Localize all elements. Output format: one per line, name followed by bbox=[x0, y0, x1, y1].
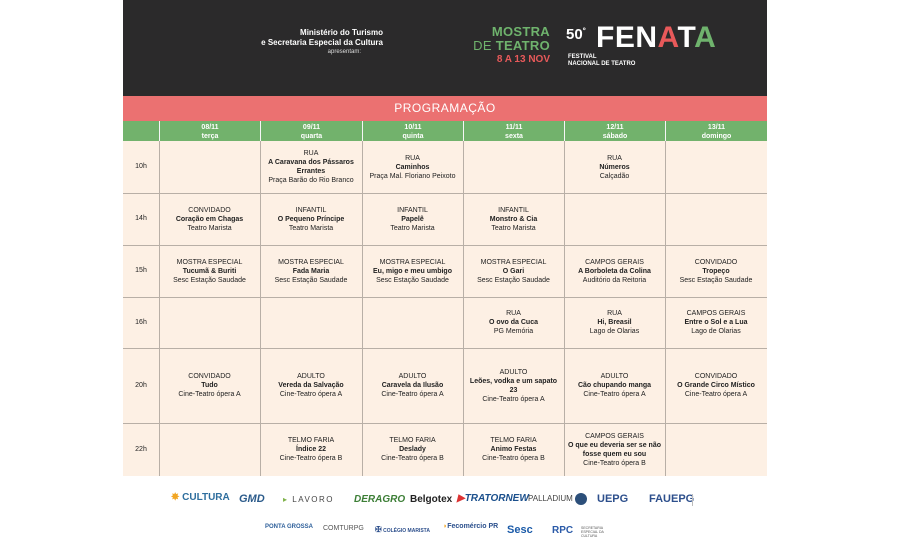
fenata-logo bbox=[566, 21, 756, 70]
presenter-block bbox=[123, 28, 383, 56]
schedule-event bbox=[365, 245, 460, 297]
schedule-event bbox=[567, 141, 662, 193]
event-venue: Sesc Estação Saudade bbox=[679, 276, 753, 284]
colegio-marista-logo: ✠ COLÉGIO MARISTA bbox=[375, 525, 430, 534]
event-category: MOSTRA ESPECIAL bbox=[480, 258, 547, 266]
event-category: CONVIDADO bbox=[188, 206, 231, 214]
event-venue: Cine-Teatro ópera A bbox=[381, 391, 444, 398]
rpc-logo: RPC bbox=[552, 525, 574, 536]
event-category: CAMPOS GERAIS bbox=[585, 432, 644, 440]
event-category: MOSTRA ESPECIAL bbox=[176, 258, 243, 266]
day-header bbox=[159, 121, 260, 141]
event-venue: Cine-Teatro ópera A bbox=[178, 391, 241, 398]
schedule-grid bbox=[123, 141, 767, 476]
event-category: ADULTO bbox=[297, 373, 325, 380]
event-venue: Sesc Estação Saudade bbox=[274, 276, 348, 284]
edition-ordinal: º bbox=[582, 26, 586, 35]
event-title: Caminhos bbox=[395, 163, 430, 171]
event-category: ADULTO bbox=[600, 373, 629, 380]
event-category: INFANTIL bbox=[295, 206, 327, 214]
schedule-event bbox=[567, 423, 662, 476]
event-title: Índice 22 bbox=[296, 446, 326, 453]
uepg-logo: UEPG bbox=[597, 493, 629, 505]
event-title: Tucumã & Buriti bbox=[182, 267, 237, 275]
event-title: Eu, migo e meu umbigo bbox=[373, 267, 452, 275]
event-title: Cão chupando manga bbox=[577, 382, 652, 389]
event-venue: Teatro Marista bbox=[187, 224, 232, 232]
logo-t: T bbox=[677, 21, 695, 54]
schedule-event bbox=[263, 348, 359, 423]
mostra-dates: 8 A 13 NOV bbox=[496, 54, 550, 65]
event-title: O que eu deveria ser se não fosse quem eu sou bbox=[568, 441, 661, 458]
logo-a1: A bbox=[657, 21, 678, 54]
schedule-event bbox=[365, 423, 460, 476]
event-title: Coração em Chagas bbox=[175, 215, 244, 223]
mostra-word: MOSTRA bbox=[491, 24, 550, 39]
event-category: CAMPOS GERAIS bbox=[686, 310, 746, 317]
day-header bbox=[362, 121, 463, 141]
schedule-event bbox=[162, 193, 257, 245]
secretaria-cultura-logo: SECRETARIA ESPECIAL DA CULTURA bbox=[581, 526, 604, 538]
event-category: RUA bbox=[405, 154, 420, 162]
programacao-title: PROGRAMAÇÃO bbox=[123, 96, 767, 121]
event-title: O ovo da Cuca bbox=[488, 319, 538, 326]
sesc-logo: Sesc bbox=[507, 524, 533, 536]
day-header bbox=[665, 121, 767, 141]
event-category: CONVIDADO bbox=[188, 373, 231, 380]
event-venue: Cine-Teatro ópera B bbox=[279, 455, 343, 462]
event-venue: Cine-Teatro ópera A bbox=[279, 391, 343, 398]
day-date: 10/11 bbox=[404, 124, 422, 131]
schedule-event bbox=[466, 245, 561, 297]
presenter-line-1: Ministério do Turismo bbox=[300, 28, 383, 37]
day-date: 13/11 bbox=[707, 124, 726, 131]
event-title: Deslady bbox=[399, 446, 426, 453]
event-title: O Pequeno Príncipe bbox=[277, 215, 345, 223]
logo-sub-1: FESTIVAL bbox=[568, 54, 597, 60]
event-category: RUA bbox=[506, 310, 521, 317]
schedule-event bbox=[567, 245, 662, 297]
schedule-event bbox=[466, 348, 561, 423]
schedule-event bbox=[466, 193, 561, 245]
schedule-event bbox=[162, 245, 257, 297]
event-category: MOSTRA ESPECIAL bbox=[379, 258, 446, 266]
event-title: A Caravana dos Pássaros Errantes bbox=[268, 159, 354, 175]
schedule-event bbox=[162, 348, 257, 423]
event-venue: Sesc Estação Saudade bbox=[477, 276, 550, 284]
mostra-teatro-word: TEATRO bbox=[495, 38, 550, 53]
gmd-logo: GMD bbox=[239, 493, 265, 505]
event-venue: Teatro Marista bbox=[491, 224, 536, 232]
schedule-event bbox=[466, 297, 561, 348]
day-weekday: terça bbox=[201, 133, 219, 140]
fauepg-logo: FAUEPG bbox=[649, 493, 695, 505]
event-category: RUA bbox=[303, 150, 319, 157]
event-title: O Grande Circo Místico bbox=[677, 382, 755, 389]
event-venue: Praça Mal. Floriano Peixoto bbox=[369, 172, 456, 180]
event-venue: Teatro Marista bbox=[390, 224, 435, 232]
time-slot-label: 20h bbox=[135, 382, 147, 389]
grid-column-divider bbox=[564, 141, 565, 476]
day-date: 12/11 bbox=[606, 124, 624, 131]
event-venue: PG Memória bbox=[493, 328, 534, 335]
time-slot-label: 14h bbox=[135, 215, 147, 222]
palladium-logo: PALLADIUM bbox=[528, 493, 587, 505]
ponta-grossa-logo: PONTA GROSSA bbox=[265, 524, 314, 530]
logo-a2: A bbox=[694, 21, 717, 54]
grid-column-divider bbox=[159, 141, 160, 476]
event-category: CONVIDADO bbox=[694, 373, 738, 380]
event-title: Fada Maria bbox=[292, 267, 330, 275]
day-header bbox=[260, 121, 362, 141]
event-category: TELMO FARIA bbox=[389, 437, 436, 444]
event-venue: Auditório da Reitoria bbox=[582, 276, 647, 284]
event-venue: Sesc Estação Saudade bbox=[173, 276, 246, 284]
event-venue: Cine-Teatro ópera A bbox=[583, 391, 646, 398]
schedule-event bbox=[567, 297, 662, 348]
event-venue: Cine-Teatro ópera B bbox=[583, 459, 646, 467]
schedule-event bbox=[365, 193, 460, 245]
event-title: Hi, Breasil bbox=[597, 319, 632, 326]
festival-poster bbox=[123, 0, 767, 555]
grid-column-divider bbox=[463, 141, 464, 476]
edition-number: 50 bbox=[566, 26, 583, 43]
event-category: INFANTIL bbox=[397, 206, 428, 214]
day-weekday: sexta bbox=[505, 133, 523, 140]
sponsor-strip bbox=[123, 476, 767, 555]
time-slot-label: 16h bbox=[135, 319, 147, 326]
event-title: Leões, vodka e um sapato 23 bbox=[469, 377, 558, 394]
event-title: Entre o Sol e a Lua bbox=[684, 319, 748, 326]
day-weekday: quinta bbox=[402, 133, 424, 140]
event-title: Vereda da Salvação bbox=[278, 382, 344, 389]
event-venue: Cine-Teatro ópera A bbox=[482, 395, 545, 403]
schedule-event bbox=[263, 193, 359, 245]
schedule-event bbox=[668, 297, 764, 348]
tratornew-logo: ▶TRATORNEW bbox=[457, 493, 529, 504]
lavoro-logo: ▸ LAVORO bbox=[283, 495, 334, 504]
schedule-event bbox=[668, 245, 764, 297]
day-header bbox=[463, 121, 564, 141]
presenter-line-3: apresentam: bbox=[327, 49, 361, 55]
day-weekday: domingo bbox=[701, 133, 732, 140]
logo-sub-2: NACIONAL DE TEATRO bbox=[568, 61, 636, 67]
schedule-event bbox=[567, 348, 662, 423]
event-venue: Teatro Marista bbox=[288, 224, 334, 232]
event-title: Monstro & Cia bbox=[489, 215, 538, 223]
cultura-logo: ✸ CULTURA bbox=[171, 492, 230, 503]
day-date: 09/11 bbox=[302, 124, 321, 131]
fecomercio-logo: ◗Fecomércio PR bbox=[443, 523, 499, 530]
event-venue: Cine-Teatro ópera B bbox=[482, 455, 545, 462]
day-date: 08/11 bbox=[201, 124, 219, 131]
grid-column-divider bbox=[260, 141, 261, 476]
event-category: TELMO FARIA bbox=[287, 437, 335, 444]
logo-fe: FE bbox=[596, 21, 636, 54]
poster-header bbox=[123, 0, 767, 96]
day-weekday: quarta bbox=[300, 133, 323, 140]
deragro-logo: DERAGRO bbox=[354, 494, 406, 505]
event-category: CONVIDADO bbox=[694, 258, 738, 266]
event-title: Tropeço bbox=[702, 267, 730, 275]
event-title: Tudo bbox=[201, 382, 218, 389]
belgotex-logo: Belgotex bbox=[410, 494, 453, 505]
event-category: ADULTO bbox=[499, 368, 528, 376]
event-category: RUA bbox=[607, 310, 622, 317]
event-venue: Calçadão bbox=[599, 172, 630, 180]
grid-column-divider bbox=[362, 141, 363, 476]
event-title: A Borboleta da Colina bbox=[578, 267, 651, 275]
event-venue: Cine-Teatro ópera A bbox=[684, 391, 748, 398]
event-venue: Praça Barão do Rio Branco bbox=[268, 177, 354, 184]
time-slot-label: 22h bbox=[135, 446, 147, 453]
mostra-de-teatro-logo bbox=[468, 25, 550, 66]
schedule-event bbox=[263, 245, 359, 297]
schedule-event bbox=[263, 423, 359, 476]
event-title: O Gari bbox=[502, 267, 525, 275]
logo-n: N bbox=[635, 21, 658, 54]
event-category: TELMO FARIA bbox=[490, 437, 537, 444]
schedule-event bbox=[263, 141, 359, 193]
time-slot-label: 10h bbox=[135, 163, 147, 170]
schedule-event bbox=[466, 423, 561, 476]
day-header bbox=[564, 121, 665, 141]
event-venue: Cine-Teatro ópera B bbox=[381, 455, 444, 462]
event-category: INFANTIL bbox=[498, 206, 529, 214]
event-title: Papelê bbox=[401, 215, 424, 223]
schedule-event bbox=[668, 348, 764, 423]
day-header-row bbox=[123, 121, 767, 141]
schedule-event bbox=[365, 348, 460, 423]
event-title: Animo Festas bbox=[490, 446, 537, 453]
comturpg-logo: COMTURPG bbox=[323, 525, 364, 532]
grid-column-divider bbox=[665, 141, 666, 476]
event-venue: Sesc Estação Saudade bbox=[376, 276, 449, 284]
schedule-event bbox=[365, 141, 460, 193]
event-venue: Lago de Olarias bbox=[691, 328, 741, 335]
event-category: MOSTRA ESPECIAL bbox=[278, 258, 344, 266]
presenter-line-2: e Secretaria Especial da Cultura bbox=[261, 38, 383, 47]
event-category: ADULTO bbox=[398, 373, 427, 380]
mostra-de-word: DE bbox=[473, 38, 492, 53]
fenata-wordmark bbox=[596, 22, 716, 54]
event-venue: Lago de Olarias bbox=[589, 328, 640, 335]
fauepg-tagline-mark bbox=[692, 494, 714, 506]
day-weekday: sábado bbox=[602, 133, 628, 140]
event-category: CAMPOS GERAIS bbox=[585, 258, 644, 266]
event-title: Números bbox=[599, 163, 630, 171]
event-title: Caravela da Ilusão bbox=[381, 382, 444, 389]
time-slot-label: 15h bbox=[135, 267, 147, 274]
day-date: 11/11 bbox=[505, 124, 523, 131]
event-category: RUA bbox=[607, 154, 622, 162]
